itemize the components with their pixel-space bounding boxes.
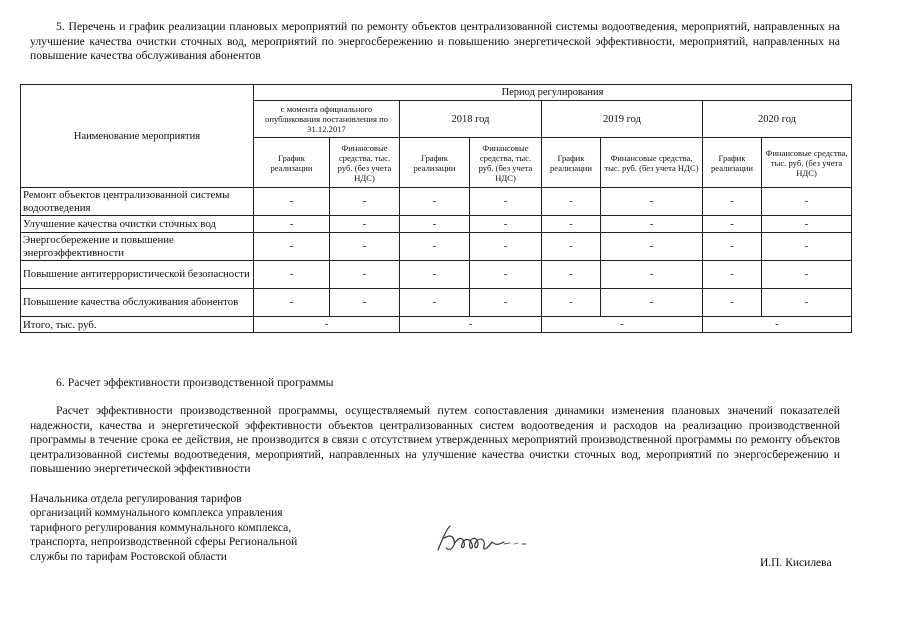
table-cell: - [762,289,852,317]
table-cell: - [703,289,762,317]
total-label: Итого, тыс. руб. [21,317,254,333]
table-cell: - [762,261,852,289]
section-5-text: 5. Перечень и график реализации плановых мероприятий по ремонту объектов централизованной системы водоотведения, мероприятий, направленных на улучшение качества очистки сточных вод, мероприятий по энергосбережению и повышению энергетической эффективности, мероприятий, направленных на повышение качества обслуживания абонентов [30,20,840,62]
table-cell: - [400,261,470,289]
handwritten-signature [432,520,542,560]
header-activity-name: Наименование мероприятия [21,85,254,188]
header-year-2020: 2020 год [703,101,852,138]
table-cell: - [254,233,330,261]
table-cell: - [330,261,400,289]
table-cell: - [542,261,601,289]
total-cell: - [542,317,703,333]
signatory-title-line: тарифного регулирования коммунального комплекса, [30,521,292,534]
table-cell: - [601,216,703,233]
table-cell: - [254,216,330,233]
table-cell: - [254,188,330,216]
table-cell: - [542,289,601,317]
section-6-title: 6. Расчет эффективности производственной программы [56,376,334,389]
activity-name: Улучшение качества очистки сточных вод [21,216,254,233]
total-cell: - [400,317,542,333]
table-cell: - [601,233,703,261]
activity-name: Ремонт объектов централизованной системы водоотведения [21,188,254,216]
signatory-title-line: службы по тарифам Ростовской области [30,550,227,563]
table-cell: - [330,233,400,261]
section-6-text: Расчет эффективности производственной программы, осуществляемый путем сопоставления динамики изменения плановых значений показателей надежности, качества и энергетической эффективности объектов централизованных систем водоотведения и расходов на реализацию производственной программы в течение срока ее действия, не производится в связи с отсутствием утвержденных мероприятий производственной программы по ремонту объектов централизованной системы водоотведения, мероприятий, направленных на улучшение качества очистки сточных вод, мероприятий по энергосбережению и повышению энергетической эффективности [30,404,840,475]
table-cell: - [400,216,470,233]
header-first-period: с момента официального опубликования постановления по 31.12.2017 [254,101,400,138]
table-cell: - [254,289,330,317]
signatory-title [30,492,297,564]
subheader-funds: Финансовые средства, тыс. руб. (без учета НДС) [330,138,400,188]
table-cell: - [601,289,703,317]
total-cell: - [254,317,400,333]
table-cell: - [762,216,852,233]
table-cell: - [542,233,601,261]
subheader-funds: Финансовые средства, тыс. руб. (без учета НДС) [762,138,852,188]
signatory-title-line: организаций коммунального комплекса управления [30,507,283,520]
subheader-schedule: График реализации [400,138,470,188]
table-cell: - [601,188,703,216]
table-row [21,261,852,289]
subheader-schedule: График реализации [542,138,601,188]
header-year-2018: 2018 год [400,101,542,138]
subheader-schedule: График реализации [254,138,330,188]
table-row [21,233,852,261]
table-cell: - [542,188,601,216]
table-cell: - [330,188,400,216]
total-cell: - [703,317,852,333]
table-cell: - [254,261,330,289]
table-cell: - [400,188,470,216]
activities-table [20,84,852,333]
table-cell: - [703,188,762,216]
table-cell: - [703,216,762,233]
subheader-funds: Финансовые средства, тыс. руб. (без учета НДС) [470,138,542,188]
table-cell: - [703,261,762,289]
table-cell: - [400,233,470,261]
header-year-2019: 2019 год [542,101,703,138]
table-cell: - [703,233,762,261]
table-cell: - [470,289,542,317]
activity-name: Повышение качества обслуживания абонентов [21,289,254,317]
table-row [21,289,852,317]
table-cell: - [470,188,542,216]
table-cell: - [400,289,470,317]
subheader-schedule: График реализации [703,138,762,188]
subheader-funds: Финансовые средства, тыс. руб. (без учета НДС) [601,138,703,188]
table-cell: - [542,216,601,233]
table-cell: - [470,261,542,289]
table-cell: - [762,188,852,216]
table-cell: - [330,289,400,317]
signatory-name: И.П. Кисилева [760,557,832,569]
signatory-title-line: транспорта, непроизводственной сферы Региональной [30,536,298,549]
activity-name: Повышение антитеррористической безопасности [21,261,254,289]
activity-name: Энергосбережение и повышение энергоэффективности [21,233,254,261]
table-cell: - [601,261,703,289]
total-row [21,317,852,333]
header-regulation-period: Период регулирования [254,85,852,101]
table-cell: - [470,216,542,233]
table-cell: - [330,216,400,233]
table-row [21,188,852,216]
signatory-title-line: Начальника отдела регулирования тарифов [30,493,242,505]
table-cell: - [762,233,852,261]
table-row [21,216,852,233]
table-cell: - [470,233,542,261]
